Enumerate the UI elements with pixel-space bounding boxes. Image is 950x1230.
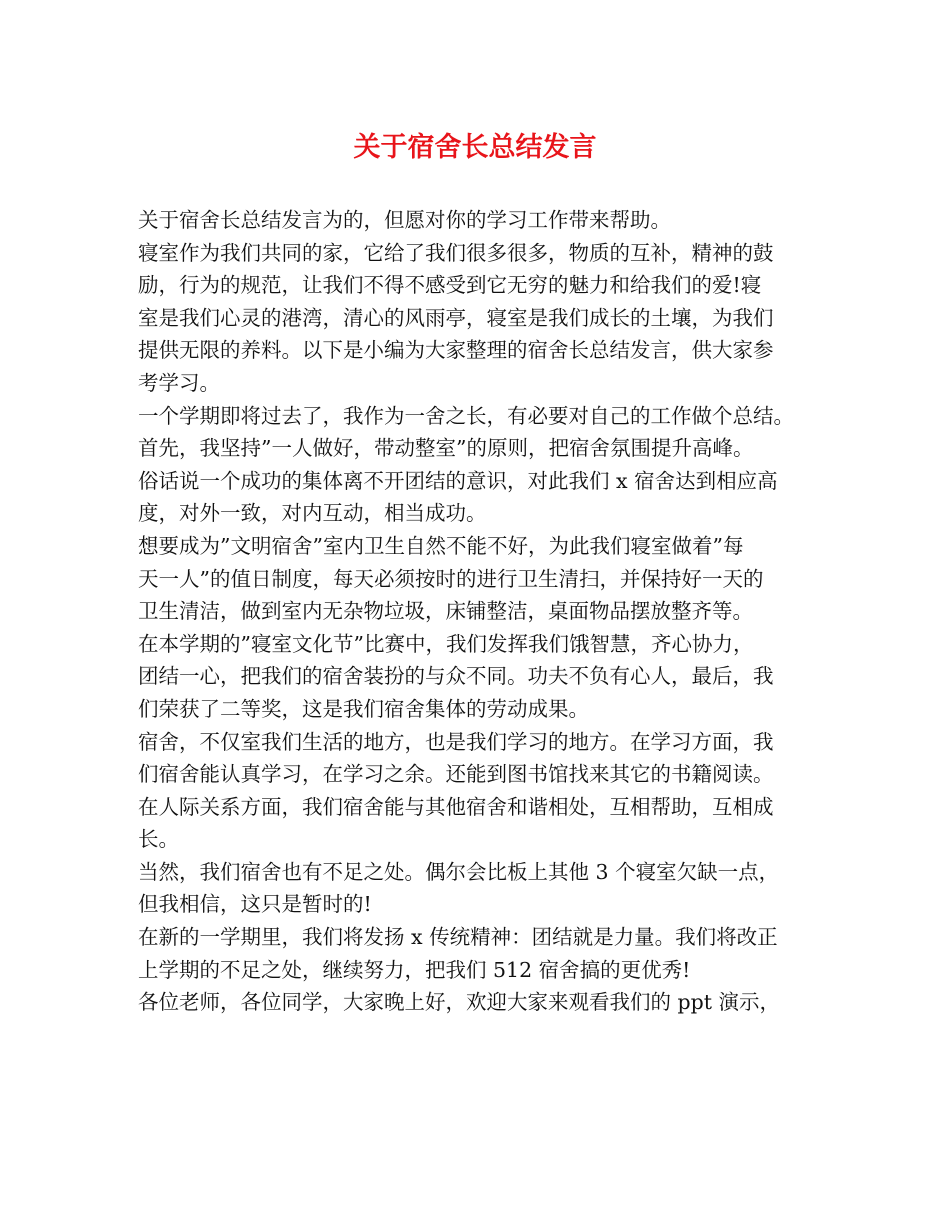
document-body (138, 204, 823, 1019)
body-line: 上学期的不足之处，继续努力，把我们 512 宿舍搞的更优秀! (138, 957, 691, 982)
body-line: 室是我们心灵的港湾，清心的风雨亭，寝室是我们成长的土壤，为我们 (138, 305, 774, 330)
body-line: 宿舍，不仅室我们生活的地方，也是我们学习的地方。在学习方面，我 (138, 729, 774, 754)
body-line: 们宿舍能认真学习，在学习之余。还能到图书馆找来其它的书籍阅读。 (138, 762, 774, 787)
body-line: 俗话说一个成功的集体离不开团结的意识，对此我们 x 宿舍达到相应高 (138, 468, 778, 493)
body-line: 团结一心，把我们的宿舍装扮的与众不同。功夫不负有心人，最后，我 (138, 664, 774, 689)
body-line: 在本学期的”寝室文化节”比赛中，我们发挥我们饿智慧，齐心协力， (138, 631, 754, 656)
body-line: 们荣获了二等奖，这是我们宿舍集体的劳动成果。 (138, 696, 589, 721)
body-line: 在人际关系方面，我们宿舍能与其他宿舍和谐相处，互相帮助，互相成 (138, 794, 774, 819)
body-line: 在新的一学期里，我们将发扬 x 传统精神：团结就是力量。我们将改正 (138, 925, 778, 950)
body-line: 考学习。 (138, 370, 220, 395)
page-title: 关于宿舍长总结发言 (353, 132, 597, 163)
body-line: 度，对外一致，对内互动，相当成功。 (138, 501, 487, 526)
body-line: 天一人”的值日制度，每天必须按时的进行卫生清扫，并保持好一天的 (138, 566, 764, 591)
body-line: 长。 (138, 827, 179, 852)
body-line: 一个学期即将过去了，我作为一舍之长，有必要对自己的工作做个总结。 (138, 403, 794, 428)
body-line: 提供无限的养料。以下是小编为大家整理的宿舍长总结发言，供大家参 (138, 338, 774, 363)
body-line: 首先，我坚持”一人做好，带动整室”的原则，把宿舍氛围提升高峰。 (138, 436, 754, 461)
body-line: 励，行为的规范，让我们不得不感受到它无穷的魅力和给我们的爱!寝 (138, 273, 762, 298)
body-line: 但我相信，这只是暂时的! (138, 892, 372, 917)
body-line: 关于宿舍长总结发言为的，但愿对你的学习工作带来帮助。 (138, 208, 671, 232)
body-line: 各位老师，各位同学，大家晚上好，欢迎大家来观看我们的 ppt 演示， (138, 990, 781, 1015)
body-line: 想要成为”文明宿舍”室内卫生自然不能不好，为此我们寝室做着”每 (138, 533, 744, 558)
body-line: 当然，我们宿舍也有不足之处。偶尔会比板上其他 3 个寝室欠缺一点， (138, 859, 780, 884)
body-line: 寝室作为我们共同的家，它给了我们很多很多，物质的互补，精神的鼓 (138, 240, 774, 265)
body-line: 卫生清洁，做到室内无杂物垃圾，床铺整洁，桌面物品摆放整齐等。 (138, 599, 753, 624)
